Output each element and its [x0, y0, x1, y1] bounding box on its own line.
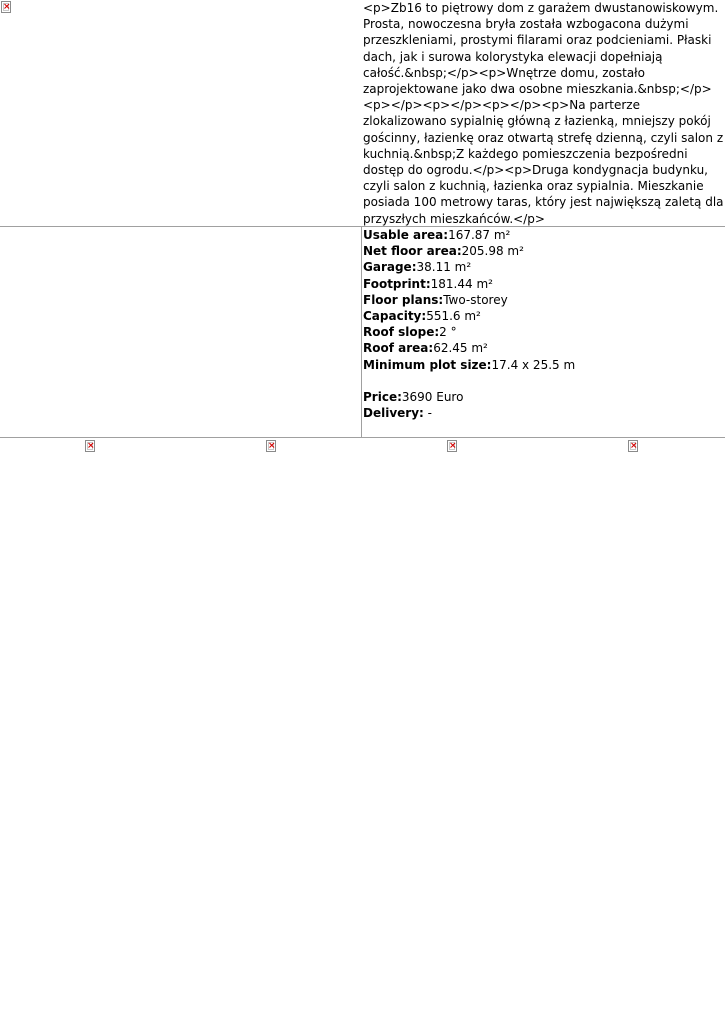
spec-roof-area [363, 340, 725, 356]
spec-label: Floor plans: [363, 292, 444, 307]
main-image-broken-icon[interactable] [1, 1, 11, 13]
spec-value: 551.6 m² [426, 308, 481, 323]
spec-roof-slope [363, 324, 725, 340]
broken-image-mark: × [630, 441, 638, 451]
spec-garage [363, 259, 725, 275]
thumbnail-3-broken-icon[interactable] [447, 440, 457, 452]
spec-label: Garage: [363, 260, 417, 275]
spec-label: Roof area: [363, 341, 434, 356]
thumbnail-1-broken-icon[interactable] [85, 440, 95, 452]
specs-panel [363, 227, 725, 421]
spec-value: 205.98 m² [461, 244, 524, 259]
broken-image-mark: × [87, 441, 95, 451]
spec-label: Usable area: [363, 228, 449, 242]
spec-label: Roof slope: [363, 325, 440, 340]
spec-value: - [423, 406, 432, 421]
broken-image-mark: × [268, 441, 276, 451]
spec-usable-area [363, 227, 725, 243]
broken-image-mark: × [449, 441, 457, 451]
spec-label: Minimum plot size: [363, 357, 492, 372]
row-divider-bottom [0, 437, 725, 438]
spec-footprint [363, 276, 725, 292]
spec-minimum-plot-size [363, 357, 725, 373]
thumbnail-4-broken-icon[interactable] [628, 440, 638, 452]
spec-label: Delivery: [363, 406, 424, 421]
spec-price [363, 389, 725, 405]
thumbnail-2-broken-icon[interactable] [266, 440, 276, 452]
spec-value: 167.87 m² [448, 228, 511, 242]
column-divider [361, 227, 362, 438]
spec-value: 62.45 m² [433, 341, 488, 356]
spec-value: 38.11 m² [416, 260, 472, 275]
spec-capacity [363, 308, 725, 324]
spec-value: 17.4 x 25.5 m [491, 357, 576, 372]
spec-value: Two-storey [443, 292, 508, 307]
spec-value: 181.44 m² [430, 276, 493, 291]
spec-delivery [363, 405, 725, 421]
spec-label: Footprint: [363, 276, 431, 291]
spec-label: Price: [363, 389, 402, 404]
house-description: <p>Zb16 to piętrowy dom z garażem dwustanowiskowym. Prosta, nowoczesna bryła została wzbogacona dużymi przeszkleniami, prostymi filarami oraz podcieniami. Płaski dach, jak i surowa kolorystyka elewacji dopełniają całość.&nbsp;</p><p>Wnętrze domu, zostało zaprojektowane jako dwa osobne mieszkania.&nbsp;</p><p></p><p></p><p></p><p>Na parterze zlokalizowano sypialnię główną z łazienką, mniejszy pokój gościnny, łazienkę oraz otwartą strefę dzienną, czyli salon z kuchnią.&nbsp;Z każdego pomieszczenia bezpośredni dostęp do ogrodu.</p><p>Druga kondygnacja budynku, czyli salon z kuchnią, łazienka oraz sypialnia. Mieszkanie posiada 100 metrowy taras, który jest największą zaletą dla przyszłych mieszkańców.</p> [363, 1, 724, 226]
spec-floor-plans [363, 292, 725, 308]
spec-value: 3690 Euro [401, 389, 464, 404]
spec-spacer [363, 373, 725, 389]
spec-net-floor-area [363, 243, 725, 259]
spec-label: Net floor area: [363, 244, 462, 259]
spec-label: Capacity: [363, 308, 427, 323]
spec-value: 2 ° [439, 325, 457, 340]
broken-image-mark: × [3, 2, 11, 12]
